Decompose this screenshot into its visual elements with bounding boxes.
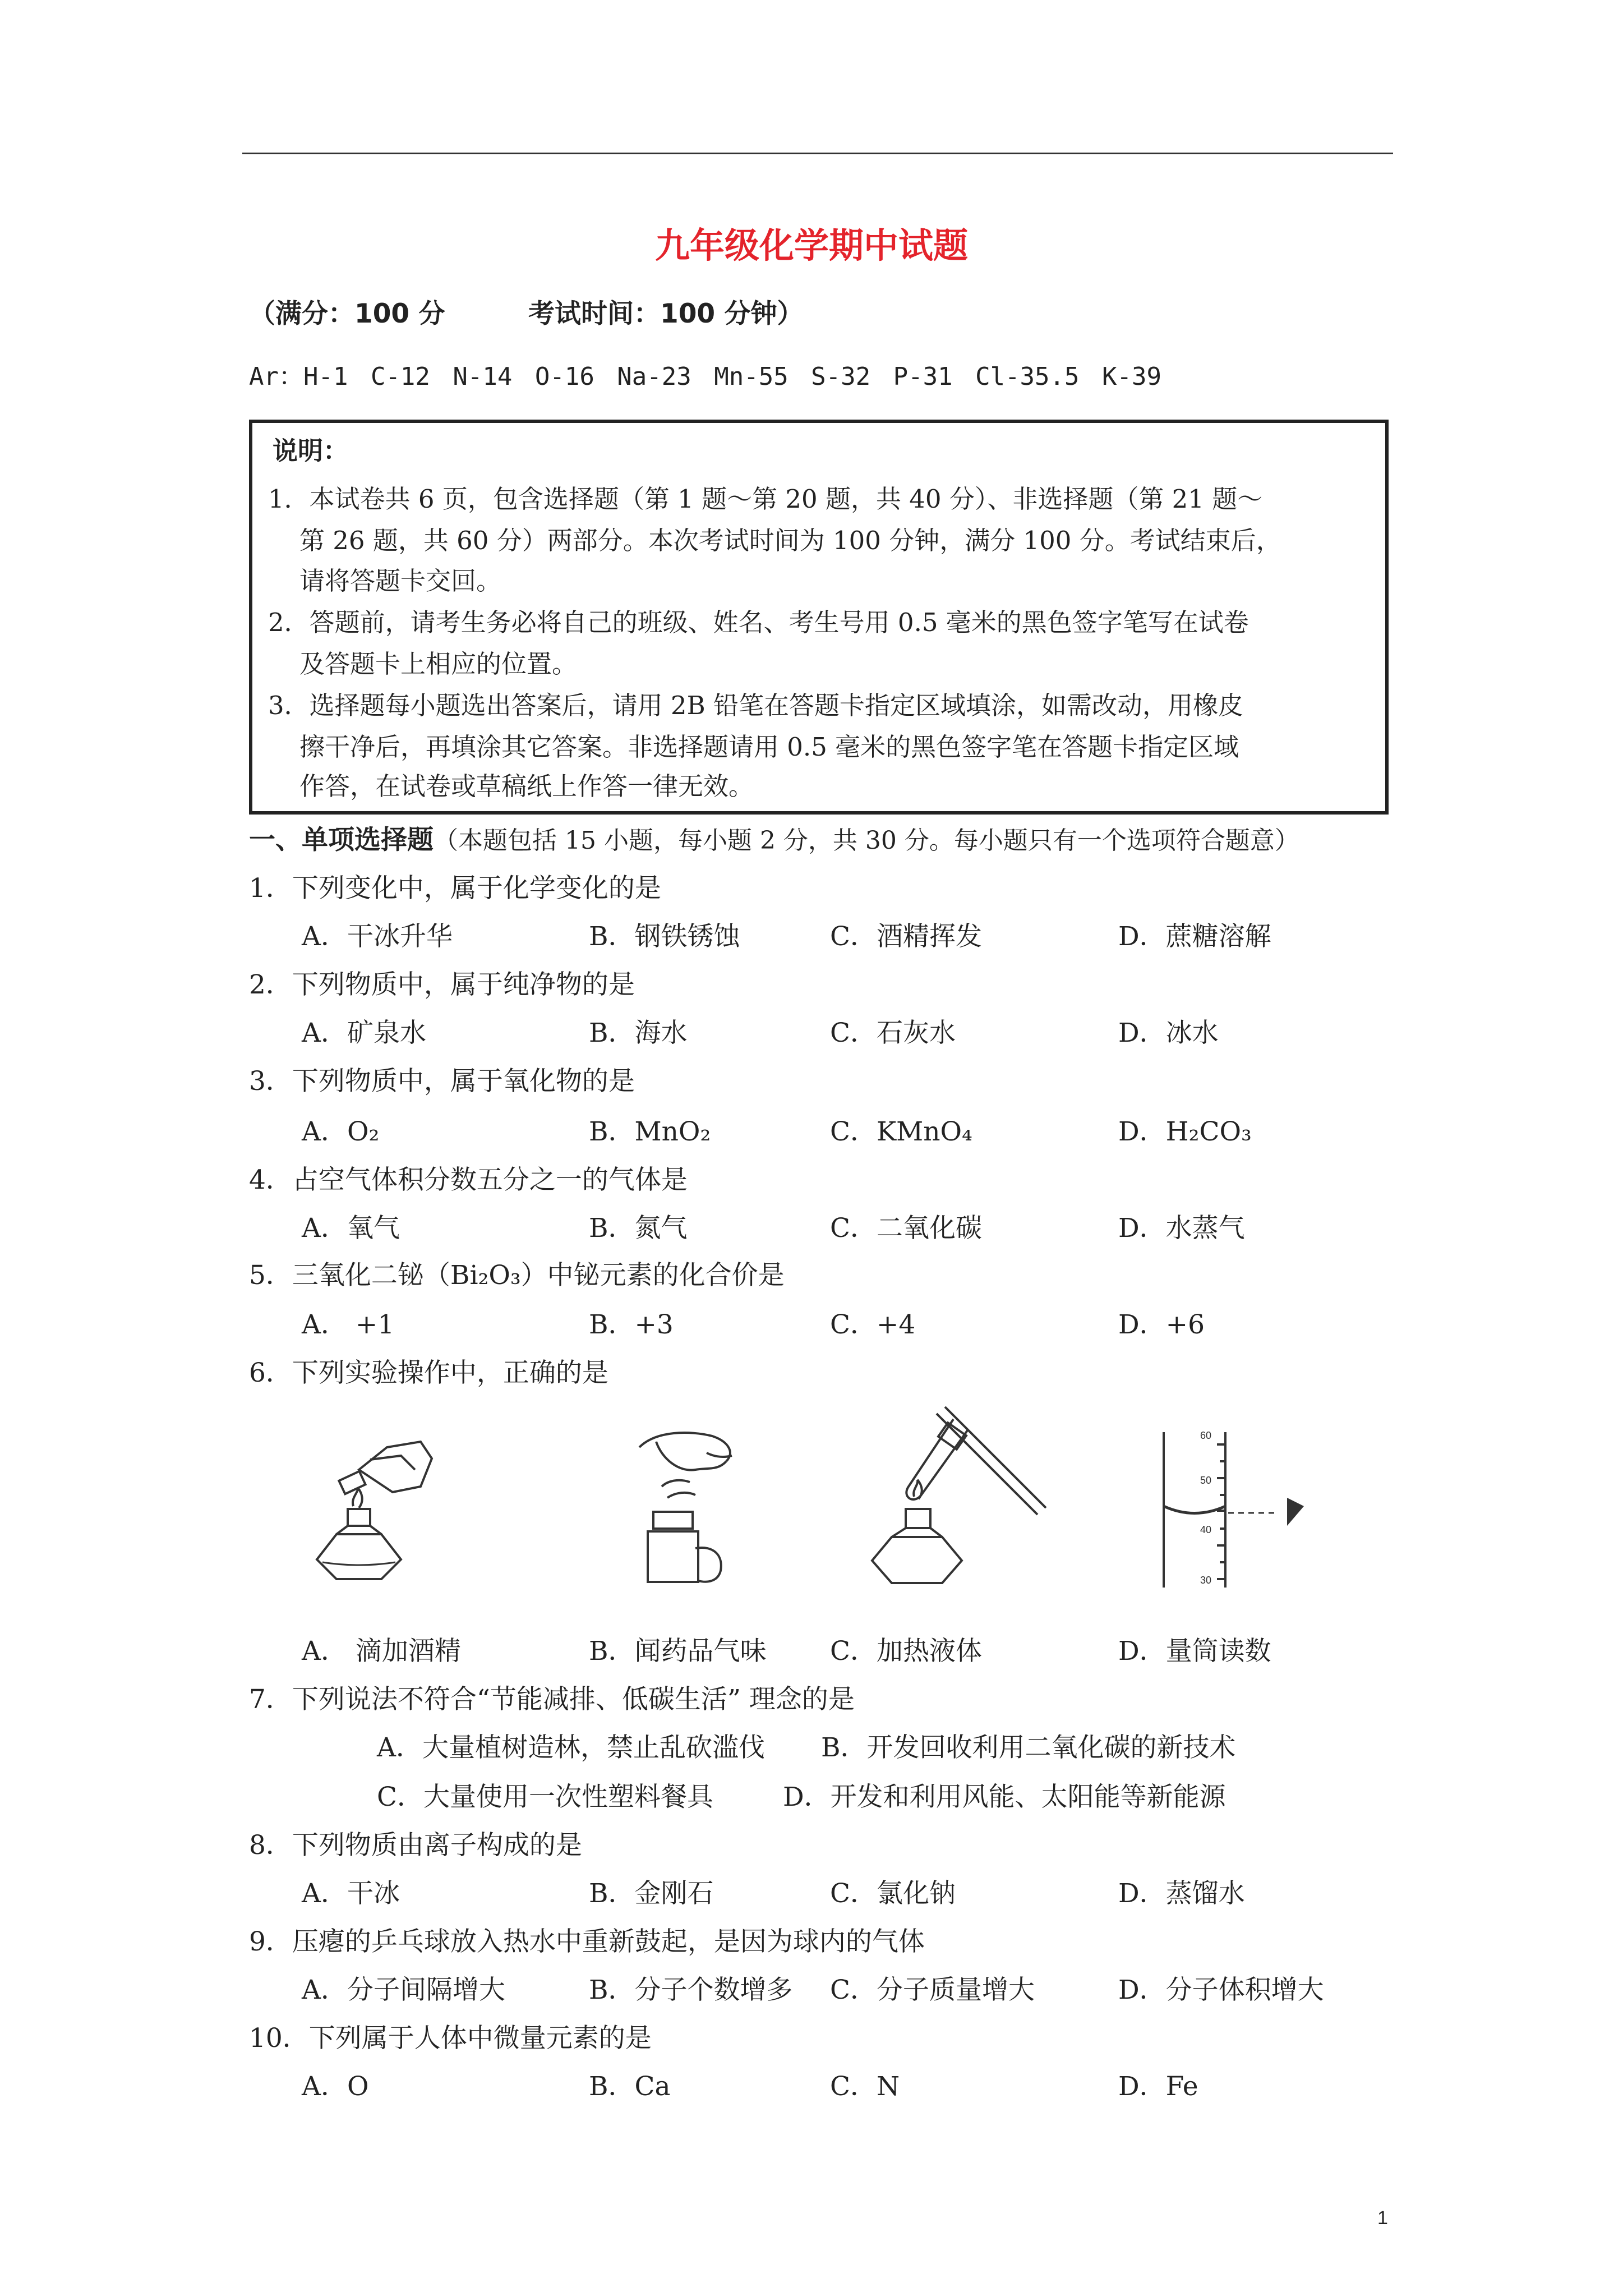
option: A．大量植树造林，禁止乱砍滥伐 <box>377 1732 765 1763</box>
option: C．石灰水 <box>830 1018 956 1048</box>
option: D．蒸馏水 <box>1118 1878 1245 1909</box>
option: C．氯化钠 <box>830 1878 956 1909</box>
graduated-cylinder-figure <box>1144 1428 1312 1590</box>
question-stem: 3．下列物质中，属于氧化物的是 <box>249 1066 635 1097</box>
instructions-box <box>249 420 1389 815</box>
header-rule <box>242 153 1393 154</box>
option: D．量筒读数 <box>1118 1636 1271 1667</box>
question-stem: 5．三氧化二铋（Bi₂O₃）中铋元素的化合价是 <box>249 1260 785 1291</box>
cylinder-tick-label: 40 <box>1200 1524 1212 1535</box>
question-stem: 10．下列属于人体中微量元素的是 <box>249 2023 652 2054</box>
instruction-line: 1．本试卷共 6 页，包含选择题（第 1 题～第 20 题，共 40 分）、非选择题（第 21 题～ <box>268 484 1263 514</box>
option: A．O₂ <box>302 1116 380 1147</box>
option: D．Fe <box>1118 2071 1198 2102</box>
alcohol-lamp-refill-figure <box>303 1425 449 1582</box>
option: A．分子间隔增大 <box>302 1975 505 2005</box>
section-header: 一、单项选择题（本题包括 15 小题，每小题 2 分，共 30 分。每小题只有一个选项符合题意） <box>249 825 1299 855</box>
question-stem: 9．压瘪的乒乓球放入热水中重新鼓起，是因为球内的气体 <box>249 1926 925 1957</box>
page-title: 九年级化学期中试题 <box>654 225 968 266</box>
question-stem: 1．下列变化中，属于化学变化的是 <box>249 873 661 904</box>
option: A． 滴加酒精 <box>302 1636 461 1667</box>
option: B．MnO₂ <box>589 1116 711 1147</box>
question-stem: 2．下列物质中，属于纯净物的是 <box>249 969 635 1000</box>
instruction-line: 擦干净后，再填涂其它答案。非选择题请用 0.5 毫米的黑色签字笔在答题卡指定区域 <box>299 732 1239 762</box>
option: D．+6 <box>1118 1309 1205 1340</box>
option: B．氮气 <box>589 1213 688 1244</box>
option: B．+3 <box>589 1309 674 1340</box>
option: B．钢铁锈蚀 <box>589 921 740 952</box>
option: A．O <box>302 2071 369 2102</box>
cylinder-tick-label: 60 <box>1200 1430 1212 1441</box>
option: B．闻药品气味 <box>589 1636 767 1667</box>
question-stem: 7．下列说法不符合“节能减排、低碳生活” 理念的是 <box>249 1684 855 1715</box>
option: B．金刚石 <box>589 1878 714 1909</box>
option: B．Ca <box>589 2071 671 2102</box>
option: D．H₂CO₃ <box>1118 1116 1252 1147</box>
cylinder-tick-label: 30 <box>1200 1575 1212 1586</box>
instruction-line: 作答，在试卷或草稿纸上作答一律无效。 <box>299 771 754 801</box>
instruction-line: 3．选择题每小题选出答案后，请用 2B 铅笔在答题卡指定区域填涂，如需改动，用橡皮 <box>268 691 1243 720</box>
question-stem: 4．占空气体积分数五分之一的气体是 <box>249 1165 688 1195</box>
option: C．二氧化碳 <box>830 1213 982 1244</box>
option: A．干冰 <box>302 1878 400 1909</box>
exam-time: 考试时间：100 分钟） <box>528 298 804 329</box>
option: C．大量使用一次性塑料餐具 <box>377 1782 713 1812</box>
question-stem: 6．下列实验操作中，正确的是 <box>249 1358 608 1388</box>
option: C．N <box>830 2071 900 2102</box>
option: A．氧气 <box>302 1213 400 1244</box>
instruction-line: 第 26 题，共 60 分）两部分。本次考试时间为 100 分钟，满分 100 分。考试结束后， <box>299 526 1281 555</box>
option: D．水蒸气 <box>1118 1213 1245 1244</box>
instructions-heading: 说明： <box>273 436 349 466</box>
page-number: 1 <box>1377 2207 1388 2229</box>
question-stem: 8．下列物质由离子构成的是 <box>249 1830 582 1861</box>
option: C．分子质量增大 <box>830 1975 1035 2005</box>
smelling-chemical-figure <box>623 1419 746 1588</box>
option: A．矿泉水 <box>302 1018 426 1048</box>
instruction-line: 2．答题前，请考生务必将自己的班级、姓名、考生号用 0.5 毫米的黑色签字笔写在试卷 <box>268 608 1249 637</box>
cylinder-tick-label: 50 <box>1200 1475 1212 1486</box>
option: D．蔗糖溶解 <box>1118 921 1271 952</box>
option: C．+4 <box>830 1309 916 1340</box>
option: D．分子体积增大 <box>1118 1975 1324 2005</box>
option: D．开发和利用风能、太阳能等新能源 <box>783 1782 1226 1812</box>
atomic-masses: Ar：H-1 C-12 N-14 O-16 Na-23 Mn-55 S-32 P-31 Cl-35.5 K-39 <box>249 362 1161 391</box>
heating-liquid-figure <box>852 1402 1054 1588</box>
option: C．加热液体 <box>830 1636 982 1667</box>
instruction-line: 请将答题卡交回。 <box>299 566 502 596</box>
option: B．分子个数增多 <box>589 1975 793 2005</box>
option: B．开发回收利用二氧化碳的新技术 <box>821 1732 1236 1763</box>
option: D．冰水 <box>1118 1018 1219 1048</box>
option: C．酒精挥发 <box>830 921 982 952</box>
instruction-line: 及答题卡上相应的位置。 <box>299 649 578 679</box>
option: B．海水 <box>589 1018 688 1048</box>
option: C．KMnO₄ <box>830 1116 972 1147</box>
option: A．干冰升华 <box>302 921 453 952</box>
option: A． +1 <box>302 1309 395 1340</box>
full-score: （满分：100 分 <box>249 298 445 329</box>
